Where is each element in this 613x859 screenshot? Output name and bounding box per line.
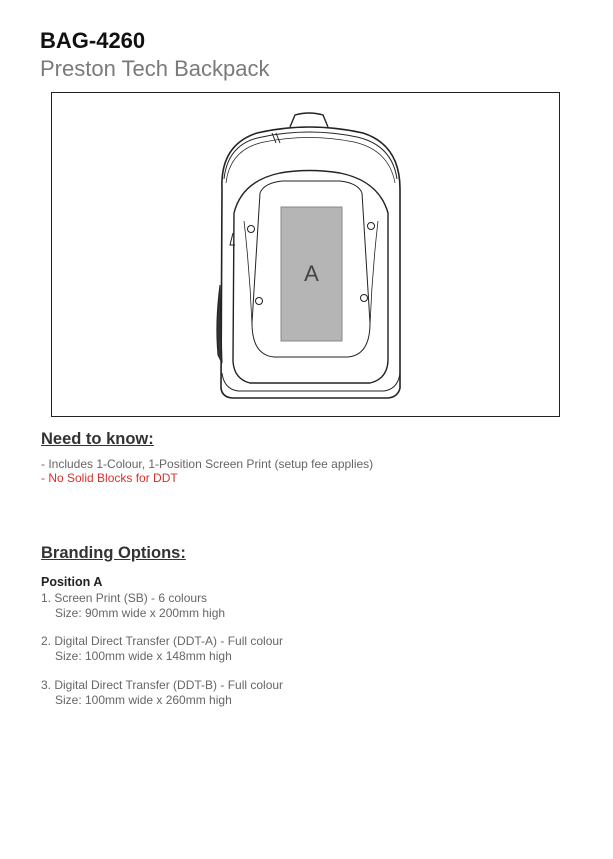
branding-options-heading: Branding Options: — [41, 544, 186, 562]
option-method: 3. Digital Direct Transfer (DDT-B) - Full colour — [41, 678, 284, 692]
branding-option — [41, 591, 225, 621]
branding-option — [41, 634, 283, 664]
product-sku: BAG-4260 — [40, 28, 146, 53]
branding-option — [41, 678, 283, 708]
position-title: Position A — [41, 575, 103, 589]
need-to-know-heading: Need to know: — [41, 430, 154, 448]
option-method: 2. Digital Direct Transfer (DDT-A) - Full colour — [41, 634, 284, 648]
need-to-know-warning: - No Solid Blocks for DDT — [41, 471, 178, 485]
option-size: Size: 90mm wide x 200mm high — [55, 606, 226, 620]
option-method: 1. Screen Print (SB) - 6 colours — [41, 591, 208, 605]
backpack-line-drawing — [52, 93, 561, 418]
need-to-know-note: - Includes 1-Colour, 1-Position Screen Print (setup fee applies) — [41, 457, 374, 471]
product-image-frame — [51, 92, 560, 417]
print-area-label: A — [304, 261, 319, 286]
option-size: Size: 100mm wide x 148mm high — [55, 649, 232, 663]
option-size: Size: 100mm wide x 260mm high — [55, 693, 232, 707]
product-name: Preston Tech Backpack — [40, 56, 270, 81]
